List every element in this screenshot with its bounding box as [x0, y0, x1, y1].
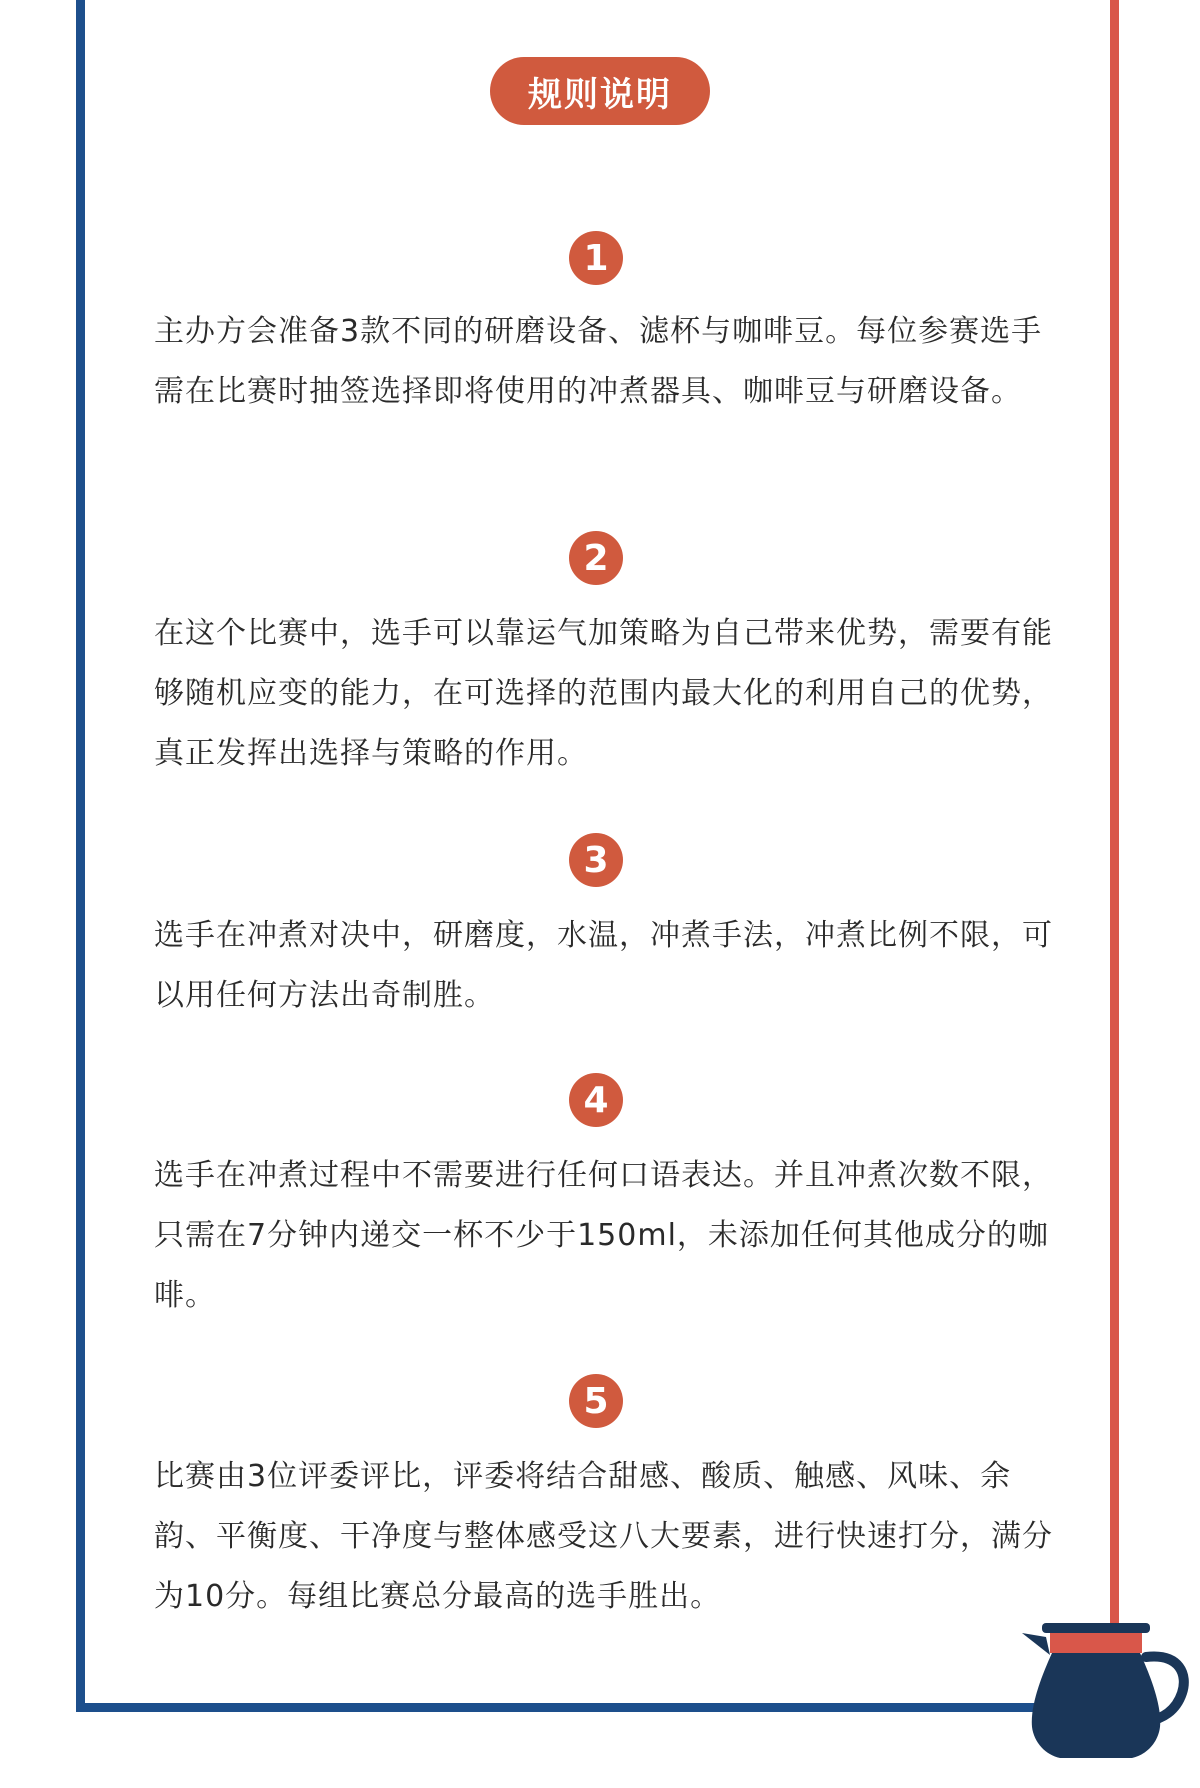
rule-number-badge: 4 [569, 1073, 623, 1127]
rule-number-badge: 1 [569, 231, 623, 285]
rule-number-badge: 5 [569, 1374, 623, 1428]
rule-text: 主办方会准备3款不同的研磨设备、滤杯与咖啡豆。每位参赛选手需在比赛时抽签选择即将使用的冲煮器具、咖啡豆与研磨设备。 [154, 314, 1043, 409]
rule-number-badge: 3 [569, 833, 623, 887]
rule-text: 在这个比赛中，选手可以靠运气加策略为自己带来优势，需要有能够随机应变的能力，在可选择的范围内最大化的利用自己的优势，真正发挥出选择与策略的作用。 [154, 616, 1053, 771]
frame-bottom-border [76, 1703, 1136, 1712]
coffee-kettle-icon [1020, 1615, 1195, 1765]
rule-text: 选手在冲煮对决中，研磨度，水温，冲煮手法，冲煮比例不限，可以用任何方法出奇制胜。 [154, 918, 1053, 1013]
page-title: 规则说明 [490, 57, 710, 125]
frame-left-border [76, 0, 85, 1712]
rule-text: 比赛由3位评委评比，评委将结合甜感、酸质、触感、风味、余韵、平衡度、干净度与整体感受这八大要素，进行快速打分，满分为10分。每组比赛总分最高的选手胜出。 [154, 1459, 1053, 1614]
rule-number-badge: 2 [569, 531, 623, 585]
rule-text: 选手在冲煮过程中不需要进行任何口语表达。并且冲煮次数不限，只需在7分钟内递交一杯不少于150ml，未添加任何其他成分的咖啡。 [154, 1158, 1053, 1313]
frame-right-border [1110, 0, 1119, 1640]
